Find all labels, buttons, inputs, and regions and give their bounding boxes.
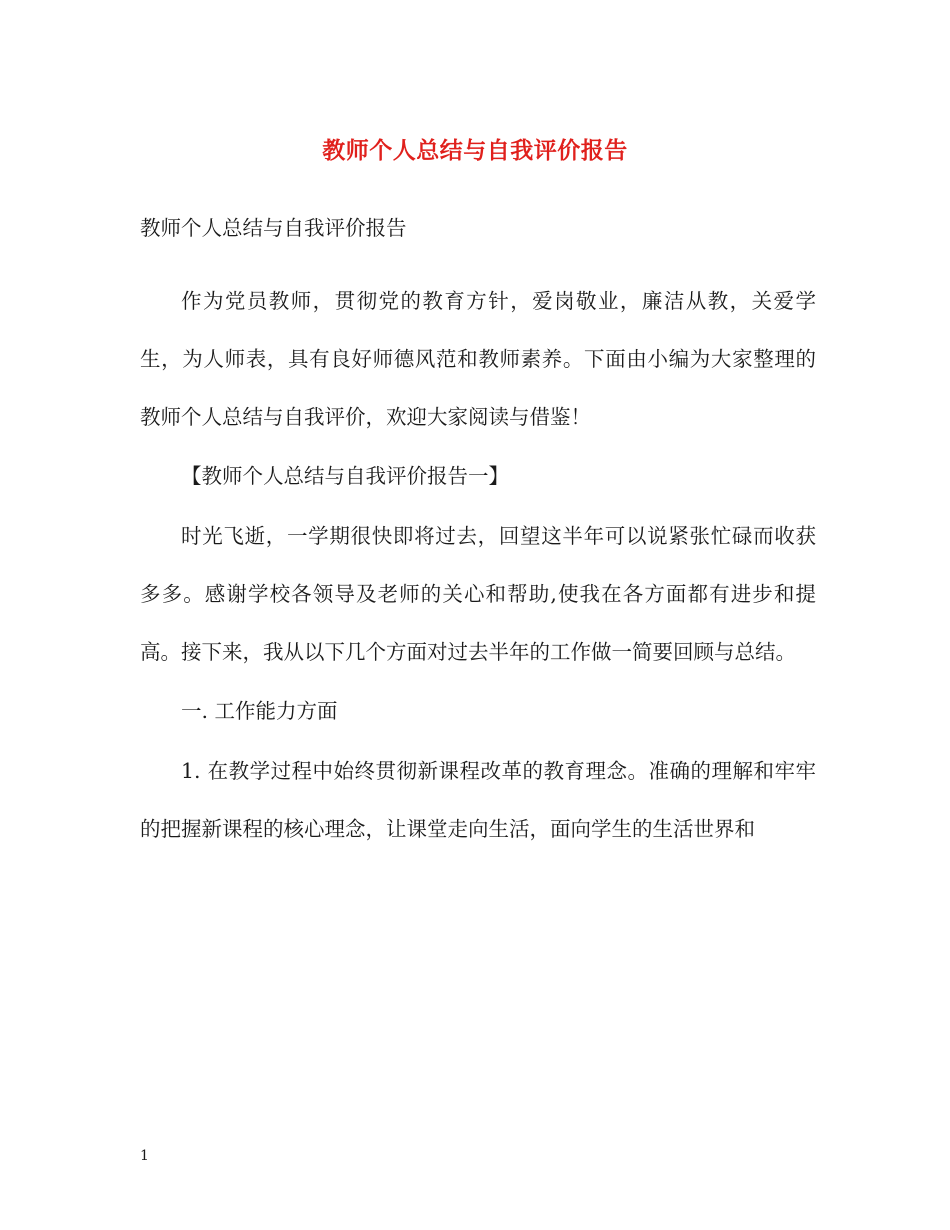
item-paragraph: 1. 在教学过程中始终贯彻新课程改革的教育理念。准确的理解和牢牢的把握新课程的核心理念，让课堂走向生活，面向学生的生活世界和 xyxy=(140,759,816,841)
page-number: 1 xyxy=(140,1148,149,1164)
document-title: 教师个人总结与自我评价报告 xyxy=(322,137,628,164)
summary-paragraph: 时光飞逝，一学期很快即将过去，回望这半年可以说紧张忙碌而收获多多。感谢学校各领导及老师的关心和帮助,使我在各方面都有进步和提高。接下来，我从以下几个方面对过去半年的工作做一简要回顾与总结。 xyxy=(140,524,816,664)
document-subtitle: 教师个人总结与自我评价报告 xyxy=(140,216,407,240)
intro-paragraph: 作为党员教师，贯彻党的教育方针，爱岗敬业，廉洁从教，关爱学生，为人师表，具有良好师德风范和教师素养。下面由小编为大家整理的教师个人总结与自我评价，欢迎大家阅读与借鉴！ xyxy=(140,289,816,429)
subsection-heading: 一. 工作能力方面 xyxy=(181,699,338,723)
section-heading: 【教师个人总结与自我评价报告一】 xyxy=(181,464,509,488)
document-body xyxy=(140,214,816,844)
